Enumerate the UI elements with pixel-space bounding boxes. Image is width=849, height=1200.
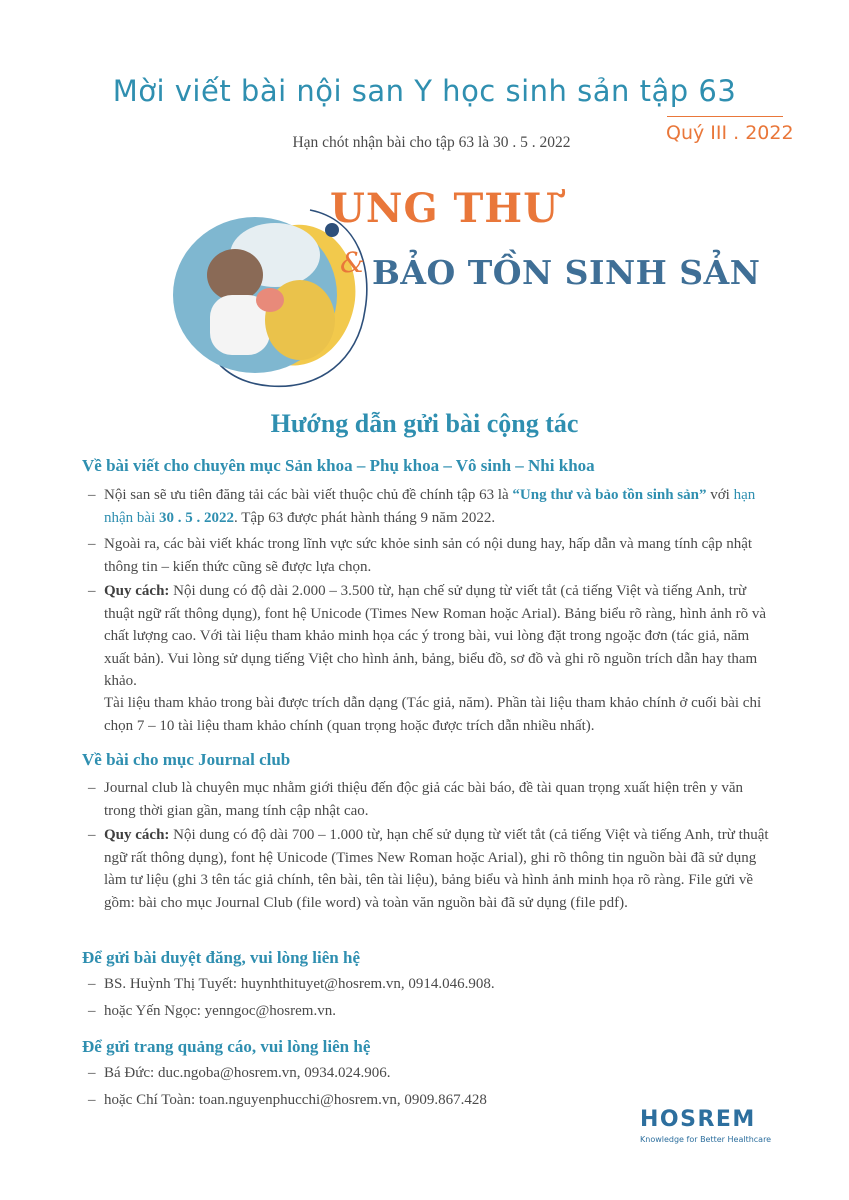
bullet-dash: – — [88, 536, 96, 552]
list-item — [88, 1062, 778, 1085]
bullet-dash: – — [88, 976, 96, 992]
spec-lead: Quy cách: — [104, 827, 170, 843]
topic-highlight: “Ung thư và bảo tồn sinh sản” — [512, 487, 707, 503]
bullet-dash: – — [88, 1003, 96, 1019]
page-title: Mời viết bài nội san Y học sinh sản tập 63 — [112, 74, 737, 108]
topic-ampersand: & — [340, 246, 365, 279]
bullet-text — [104, 484, 778, 529]
topic-title-line1: UNG THƯ — [330, 185, 559, 232]
bullet-dash: – — [88, 487, 96, 503]
logo-wordmark: HOSREM — [640, 1107, 756, 1132]
contact-text: hoặc Yến Ngọc: yenngoc@hosrem.vn. — [104, 1003, 336, 1019]
bullet-dash: – — [88, 583, 96, 599]
bullet-text-part: . Tập 63 được phát hành tháng 9 năm 2022. — [233, 509, 496, 526]
hosrem-logo — [640, 1108, 790, 1144]
list-item — [88, 484, 778, 529]
topic-title-line2: BẢO TỒN SINH SẢN — [372, 253, 761, 292]
bullet-dash: – — [88, 1065, 96, 1081]
bullet-dash: – — [88, 1092, 96, 1108]
list-item — [88, 973, 778, 996]
hero-model-organ — [256, 288, 284, 312]
bullet-text: Journal club là chuyên mục nhằm giới thiệu đến độc giả các bài báo, đề tài quan trọng xuất hiện trên y văn trong thời gian gần, mang tính cập nhật cao. — [104, 780, 743, 819]
guide-heading: Hướng dẫn gửi bài cộng tác — [270, 409, 579, 438]
quarter-label: Quý III . 2022 — [666, 122, 794, 144]
section-heading-articles: Về bài viết cho chuyên mục Sản khoa – Phụ khoa – Vô sinh – Nhi khoa — [82, 456, 595, 475]
deadline-highlight-label: hạn nhận bài — [104, 487, 756, 526]
section-heading-ads-contact: Để gửi trang quảng cáo, vui lòng liên hệ — [82, 1037, 371, 1056]
bullet-dash: – — [88, 780, 96, 796]
deadline-highlight-date: 30 . 5 . 2022 — [158, 509, 234, 526]
list-item — [88, 1000, 778, 1023]
hero-doctor-figure — [207, 249, 263, 301]
logo-tagline: Knowledge for Better Healthcare — [640, 1135, 772, 1144]
spec-lead: Quy cách: — [104, 583, 170, 599]
bullet-text-part: Nội dung có độ dài 700 – 1.000 từ, hạn chế sử dụng từ viết tắt (cả tiếng Việt và tiếng Anh, trừ thuật ngữ rất thông dụng), font hệ Unicode (Times New Roman hoặc Arial), ghi rõ thông tin nguồn bài đã sử dụng làm tư liệu (ghi 3 tên tác giả chính, tên bài, tên tài liệu), bảng biểu và hình ảnh minh họa rõ ràng. File gửi về gồm: bài cho mục Journal Club (file word) và toàn văn nguồn bài đã sử dụng (file pdf). — [104, 827, 769, 911]
contact-text: BS. Huỳnh Thị Tuyết: huynhthituyet@hosrem.vn, 0914.046.908. — [104, 976, 495, 992]
list-item — [88, 580, 778, 693]
contact-text: Bá Đức: duc.ngoba@hosrem.vn, 0934.024.906. — [104, 1065, 391, 1081]
bullet-text-part: với — [706, 487, 734, 503]
list-item — [88, 533, 778, 578]
bullet-dash: – — [88, 827, 96, 843]
bullet-text-part: Nội dung có độ dài 2.000 – 3.500 từ, hạn chế sử dụng từ viết tắt (cả tiếng Việt và tiếng Anh, trừ thuật ngữ rất thông dụng), font hệ Unicode (Times New Roman hoặc Arial). Bảng biểu rõ ràng, hình ảnh rõ và chất lượng cao. Với tài liệu tham khảo minh họa các ý trong bài, vui lòng đặt trong ngoặc đơn (tác giả, năm xuất bản). Vui lòng sử dụng tiếng Việt cho hình ảnh, bảng, biểu đồ, sơ đồ và ghi rõ nguồn trích dẫn hay tham khảo. — [104, 583, 767, 689]
paragraph-text: Tài liệu tham khảo trong bài được trích dẫn dạng (Tác giả, năm). Phần tài liệu tham khảo chính ở cuối bài chỉ chọn 7 – 10 tài liệu tham khảo chính (quan trọng hoặc được trích dẫn nhiều nhất). — [104, 695, 762, 734]
section-heading-submission-contact: Để gửi bài duyệt đăng, vui lòng liên hệ — [82, 948, 361, 967]
quarter-divider — [667, 116, 783, 117]
paragraph — [88, 692, 778, 737]
contact-text: hoặc Chí Toàn: toan.nguyenphucchi@hosrem.vn, 0909.867.428 — [104, 1092, 487, 1108]
deadline-note: Hạn chót nhận bài cho tập 63 là 30 . 5 . 2022 — [292, 134, 571, 151]
bullet-text-part: Nội san sẽ ưu tiên đăng tải các bài viết thuộc chủ đề chính tập 63 là — [104, 487, 513, 503]
bullet-text — [104, 580, 778, 693]
bullet-text — [104, 824, 778, 914]
list-item — [88, 824, 778, 914]
section-heading-journal-club: Về bài cho mục Journal club — [82, 750, 291, 769]
bullet-text: Ngoài ra, các bài viết khác trong lĩnh vực sức khỏe sinh sản có nội dung hay, hấp dẫn và mang tính cập nhật thông tin – kiến thức cũng sẽ được lựa chọn. — [104, 536, 753, 575]
list-item — [88, 777, 778, 822]
